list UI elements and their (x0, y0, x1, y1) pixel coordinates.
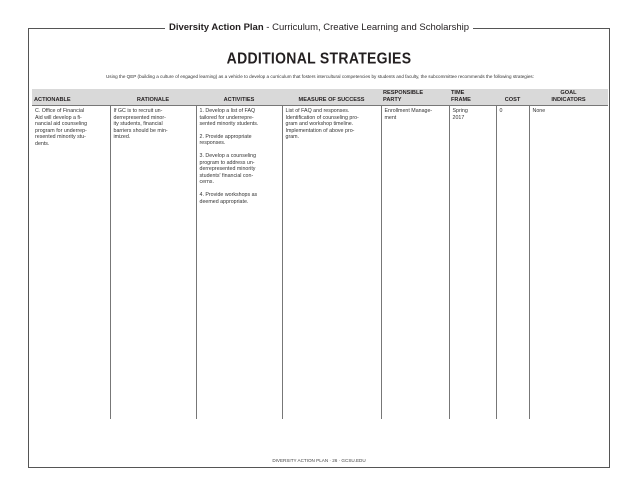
header-actionable: ACTIONABLE (32, 89, 110, 106)
party-text: Enrollment Manage- ment (384, 108, 433, 121)
cell-measure (282, 106, 381, 420)
cell-rationale (110, 106, 196, 420)
rationale-text: If GC is to recruit un- derrepresented minor- ity students, financial barriers should be min- imized. (113, 108, 168, 141)
header-time-frame: TIME FRAME (449, 89, 496, 106)
table-row (32, 106, 608, 420)
header-responsible-party: RESPONSIBLE PARTY (381, 89, 449, 106)
time-text: Spring 2017 (452, 108, 468, 121)
cell-cost (496, 106, 529, 420)
header-rationale: RATIONALE (110, 89, 196, 106)
measure-text: List of FAQ and responses. Identification of counseling pro- gram and workshop timeline. Implementation of above pro- gram. (285, 108, 359, 141)
cell-party (381, 106, 449, 420)
header-measure: MEASURE OF SUCCESS (282, 89, 381, 106)
cell-actionable (32, 106, 110, 420)
page-footer (0, 458, 638, 463)
strategies-table (32, 89, 608, 419)
table-header-row (32, 89, 608, 106)
section-title: ADDITIONAL STRATEGIES (226, 48, 412, 68)
activity-item: 4. Provide workshops as deemed appropriate. (199, 191, 258, 205)
actionable-text: C. Office of Financial Aid will develop a fi- nancial aid counseling program for underrep- resented minority stu- dents. (35, 108, 88, 147)
header-activities: ACTIVITIES (196, 89, 282, 106)
activity-item: 3. Develop a counseling program to address un- derrepresented minority students' financial con- cerns. (199, 152, 257, 186)
activity-item: 2. Provide appropriate responses. (199, 133, 252, 147)
activity-item: 1. Develop a list of FAQ tailored for underrepre- sented minority students. (199, 108, 259, 128)
cost-text: 0 (499, 108, 503, 114)
intro-text: Using the QEP (building a culture of engaged learning) as a vehicle to develop a curriculum that fosters intercultural competencies by students and faculty, the subcommittee recommends the following strategies: (105, 74, 535, 79)
page-header (0, 22, 638, 34)
cell-goal (529, 106, 608, 420)
header-title-bold: Diversity Action Plan (168, 22, 264, 33)
header-cost: COST (496, 89, 529, 106)
goal-text: None (532, 108, 546, 114)
cell-time (449, 106, 496, 420)
header-goal-indicators: GOAL INDICATORS (529, 89, 608, 106)
footer-text: DIVERSITY ACTION PLAN · 26 · GCSU.EDU (269, 458, 368, 463)
header-title-rest: - Curriculum, Creative Learning and Scholarship (263, 22, 470, 33)
cell-activities (196, 106, 282, 420)
